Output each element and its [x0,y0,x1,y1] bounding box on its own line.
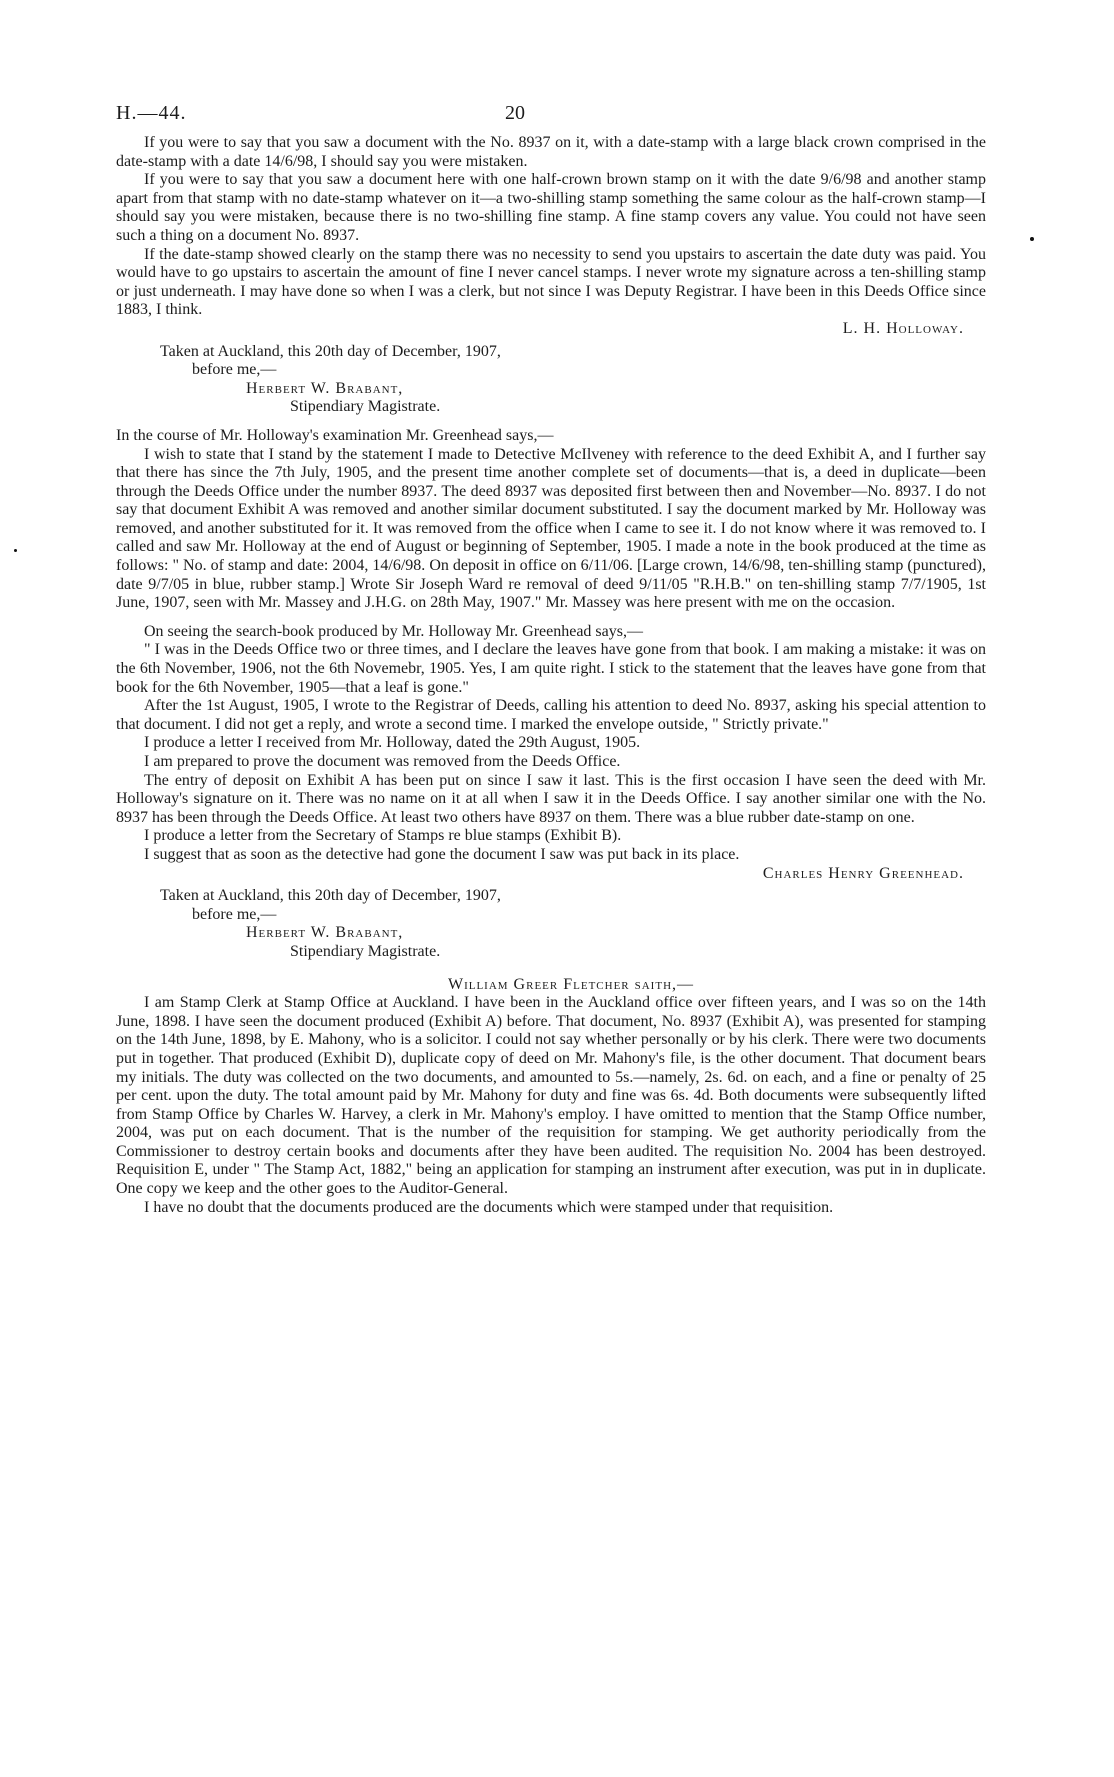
page-header [116,104,986,134]
before-me-line: before me,— [192,905,277,923]
signature-holloway: L. H. Holloway. [842,319,964,337]
signature-greenhead: Charles Henry Greenhead. [762,864,964,882]
magistrate-title: Stipendiary Magistrate. [290,942,441,960]
before-me-line: before me,— [192,361,277,379]
paragraph: After the 1st August, 1905, I wrote to the Registrar of Deeds, calling his attention to deed No. 8937, asking his special attention to that document. I did not get a reply, and wrote a second time. I marked the envelope outside, " Strictly private." [116,697,986,733]
paragraph: I suggest that as soon as the detective had gone the document I saw was put back in its place. [144,845,740,863]
paragraph: I produce a letter I received from Mr. Holloway, dated the 29th August, 1905. [144,734,641,752]
paragraph: In the course of Mr. Holloway's examination Mr. Greenhead says,— [116,426,554,444]
magistrate-name: Herbert W. Brabant, [246,379,404,397]
paragraph: I wish to state that I stand by the statement I made to Detective McIlveney with reference to the deed Exhibit A, and I further say that there has since the 7th July, 1905, and the present time another complete set of documents—that is, a deed in duplicate—been through the Deeds Office under the number 8937. The deed 8937 was deposited first between then and November—No. 8937. I do not say that document Exhibit A was removed and another similar document substituted. I say the document marked by Mr. Holloway was removed, and another substituted for it. It was removed from the office when I came to see it. I do not know where it was removed to. I called and saw Mr. Holloway at the end of August or beginning of September, 1905. I made a note in the book produced at the time as follows: " No. of stamp and date: 2004, 14/6/98. On deposit in office on 6/11/06. [Large crown, 14/6/98, ten-shilling stamp (punctured), date 9/7/05 in blue, rubber stamp.] Wrote Sir Joseph Ward re removal of deed 9/11/05 "R.H.B." on ten-shilling stamp 7/7/1905, 1st June, 1907, seen with Mr. Massey and J.H.G. on 28th May, 1907." Mr. Massey was here present with me on the occasion. [116,445,986,612]
taken-at-line: Taken at Auckland, this 20th day of December, 1907, [160,887,501,905]
page-number: 20 [505,102,525,124]
paragraph: I am prepared to prove the document was removed from the Deeds Office. [144,753,621,770]
margin-dot-left [14,549,17,552]
paragraph: The entry of deposit on Exhibit A has been put on since I saw it last. This is the first occasion I have seen the deed with Mr. Holloway's signature on it. There was no name on it at all when I saw it in the Deeds Office. I say another similar one with the No. 8937 has been through the Deeds Office. At least two others have 8937 on them. There was a blue rubber date-stamp on one. [116,771,986,826]
paragraph: I produce a letter from the Secretary of Stamps re blue stamps (Exhibit B). [144,827,622,845]
taken-at-line: Taken at Auckland, this 20th day of December, 1907, [160,342,501,360]
paragraph: " I was in the Deeds Office two or three times, and I declare the leaves have gone from that book. I am making a mistake: it was on the 6th November, 1906, not the 6th Novemebr, 1905. Yes, I am quite right. I stick to the statement that the leaves have gone from that book for the 6th November, 1905—that a leaf is gone." [116,641,986,696]
margin-dot-right [1030,237,1034,241]
magistrate-title: Stipendiary Magistrate. [290,398,441,416]
document-reference: H.—44. [116,102,187,124]
magistrate-name: Herbert W. Brabant, [246,924,404,942]
witness-heading: William Greer Fletcher saith,— [447,975,695,993]
paragraph: If you were to say that you saw a document here with one half-crown brown stamp on it with the date 9/6/98 and another stamp apart from that stamp with no date-stamp whatever on it—a two-shilling stamp something the same colour as the half-crown stamp—I should say you were mistaken, because there is no two-shilling fine stamp. A fine stamp covers any value. You could not have seen such a thing on a document No. 8937. [116,171,986,244]
paragraph: On seeing the search-book produced by Mr. Holloway Mr. Greenhead says,— [144,622,643,640]
paragraph: I have no doubt that the documents produced are the documents which were stamped under that requisition. [144,1198,834,1216]
paragraph: I am Stamp Clerk at Stamp Office at Auckland. I have been in the Auckland office over fifteen years, and I was so on the 14th June, 1898. I have seen the document produced (Exhibit A) before. That document, No. 8937 (Exhibit A), was presented for stamping on the 14th June, 1898, by E. Mahony, who is a solicitor. I could not say whether personally or by his clerk. There were two documents put in together. That produced (Exhibit D), duplicate copy of deed on Mr. Mahony's file, is the other document. That document bears my initials. The duty was collected on the two documents, and amounted to 5s.—namely, 2s. 6d. on each, and a fine or penalty of 25 per cent. upon the duty. The total amount paid by Mr. Mahony for duty and fine was 6s. 4d. Both documents were subsequently lifted from Stamp Office by Charles W. Harvey, a clerk in Mr. Mahony's employ. I have omitted to mention that the Stamp Office number, 2004, was put on each document. That is the number of the requisition for stamping. We get authority periodically from the Commissioner to destroy certain books and documents after they have been audited. The requisition No. 2004 has been destroyed. Requisition E, under " The Stamp Act, 1882," being an application for stamping an instrument after execution, was put in in duplicate. One copy we keep and the other goes to the Auditor-General. [116,994,986,1198]
document-page [116,104,986,1217]
paragraph: If the date-stamp showed clearly on the stamp there was no necessity to send you upstairs to ascertain the date duty was paid. You would have to go upstairs to ascertain the amount of fine I never cancel stamps. I never wrote my signature across a ten-shilling stamp or just underneath. I may have done so when I was a clerk, but not since I was Deputy Registrar. I have been in this Deeds Office since 1883, I think. [116,245,986,319]
paragraph: If you were to say that you saw a document with the No. 8937 on it, with a date-stamp with a large black crown comprised in the date-stamp with a date 14/6/98, I should say you were mistaken. [116,134,986,170]
